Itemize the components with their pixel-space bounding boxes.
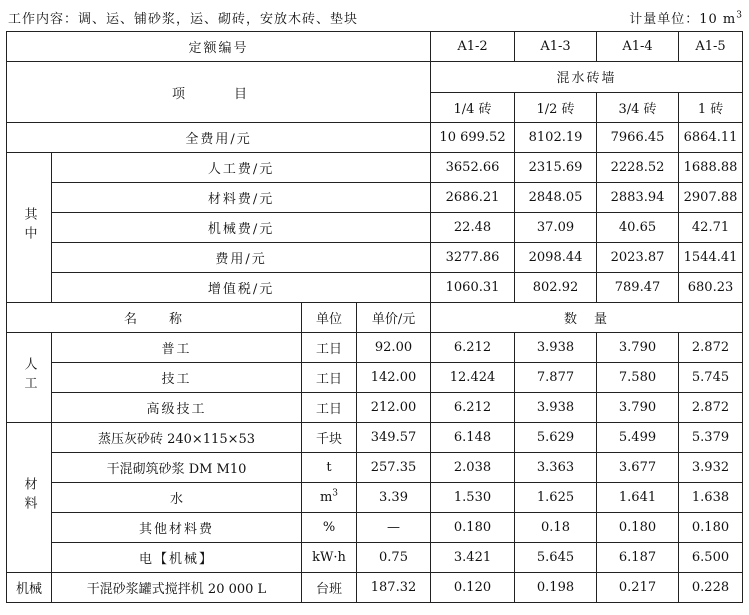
labor-group-text: 人工 — [21, 356, 37, 395]
resource-qty: 2.872 — [679, 333, 743, 363]
variant-cell: 3/4 砖 — [597, 92, 679, 123]
quantity-column-header: 数 量 — [431, 303, 743, 333]
resource-name: 高级技工 — [52, 393, 302, 423]
resource-name: 干混砂浆罐式搅拌机 20 000 L — [52, 573, 302, 603]
resource-qty: 5.499 — [597, 423, 679, 453]
resource-unit: % — [302, 513, 357, 543]
breakdown-label: 人工费/元 — [52, 153, 431, 183]
resource-qty: 3.677 — [597, 453, 679, 483]
breakdown-value: 40.65 — [597, 213, 679, 243]
material-group-text: 材料 — [21, 476, 37, 515]
breakdown-value: 2098.44 — [515, 243, 597, 273]
labor-row — [7, 393, 743, 423]
breakdown-label: 机械费/元 — [52, 213, 431, 243]
resource-price: 142.00 — [357, 363, 431, 393]
resource-qty: 5.379 — [679, 423, 743, 453]
resource-unit: 工日 — [302, 363, 357, 393]
material-row — [7, 483, 743, 513]
item-label: 项 目 — [7, 62, 431, 123]
resource-qty: 0.180 — [597, 513, 679, 543]
resource-qty: 6.212 — [431, 393, 515, 423]
resource-qty: 0.120 — [431, 573, 515, 603]
resource-unit: 工日 — [302, 393, 357, 423]
of-which-label — [7, 153, 52, 303]
labor-group-label — [7, 333, 52, 423]
breakdown-value: 22.48 — [431, 213, 515, 243]
work-content-text: 工作内容：调、运、铺砂浆，运、砌砖，安放木砖、垫块 — [8, 12, 359, 27]
breakdown-row — [7, 183, 743, 213]
resource-qty: 5.745 — [679, 363, 743, 393]
resource-qty: 0.198 — [515, 573, 597, 603]
resource-qty: 5.629 — [515, 423, 597, 453]
resource-unit: kW·h — [302, 543, 357, 573]
resource-qty: 0.180 — [679, 513, 743, 543]
material-group-label — [7, 423, 52, 573]
resource-unit: t — [302, 453, 357, 483]
page-header — [0, 0, 749, 30]
resource-qty: 12.424 — [431, 363, 515, 393]
resource-unit — [302, 483, 357, 513]
resource-qty: 0.228 — [679, 573, 743, 603]
resource-qty: 1.641 — [597, 483, 679, 513]
breakdown-value: 1060.31 — [431, 273, 515, 303]
machinery-group-label: 机械 — [7, 573, 52, 603]
total-value: 8102.19 — [515, 123, 597, 153]
code-cell: A1-2 — [431, 32, 515, 62]
total-value: 7966.45 — [597, 123, 679, 153]
resource-qty: 3.421 — [431, 543, 515, 573]
resource-price: — — [357, 513, 431, 543]
measurement-unit — [629, 8, 743, 27]
breakdown-value: 2883.94 — [597, 183, 679, 213]
material-row — [7, 453, 743, 483]
code-cell: A1-4 — [597, 32, 679, 62]
total-value: 6864.11 — [679, 123, 743, 153]
price-column-header: 单价/元 — [357, 303, 431, 333]
breakdown-value: 680.23 — [679, 273, 743, 303]
resource-unit: 工日 — [302, 333, 357, 363]
material-row — [7, 543, 743, 573]
group-row — [7, 62, 743, 93]
breakdown-value: 37.09 — [515, 213, 597, 243]
labor-row — [7, 363, 743, 393]
quota-table — [6, 31, 743, 603]
resource-name: 蒸压灰砂砖 240×115×53 — [52, 423, 302, 453]
resource-qty: 6.148 — [431, 423, 515, 453]
resource-price: 0.75 — [357, 543, 431, 573]
resource-price: 257.35 — [357, 453, 431, 483]
resource-name: 技工 — [52, 363, 302, 393]
variant-cell: 1/4 砖 — [431, 92, 515, 123]
resource-qty: 1.638 — [679, 483, 743, 513]
breakdown-value: 789.47 — [597, 273, 679, 303]
resource-unit-base: m — [319, 490, 333, 505]
breakdown-row — [7, 243, 743, 273]
resource-qty: 0.217 — [597, 573, 679, 603]
resource-qty: 3.938 — [515, 393, 597, 423]
breakdown-label: 费用/元 — [52, 243, 431, 273]
resource-price: 3.39 — [357, 483, 431, 513]
resource-unit: 千块 — [302, 423, 357, 453]
unit-column-header: 单位 — [302, 303, 357, 333]
code-row — [7, 32, 743, 62]
breakdown-label: 材料费/元 — [52, 183, 431, 213]
variant-cell: 1/2 砖 — [515, 92, 597, 123]
resource-qty: 6.187 — [597, 543, 679, 573]
material-row — [7, 423, 743, 453]
breakdown-value: 1688.88 — [679, 153, 743, 183]
resource-qty: 3.938 — [515, 333, 597, 363]
breakdown-value: 2848.05 — [515, 183, 597, 213]
resource-qty: 7.877 — [515, 363, 597, 393]
resource-qty: 6.212 — [431, 333, 515, 363]
resource-name: 干混砌筑砂浆 DM M10 — [52, 453, 302, 483]
name-column-header: 名 称 — [7, 303, 302, 333]
resource-qty: 0.180 — [431, 513, 515, 543]
breakdown-row — [7, 273, 743, 303]
resource-qty: 1.625 — [515, 483, 597, 513]
code-label: 定额编号 — [7, 32, 431, 62]
total-value: 10 699.52 — [431, 123, 515, 153]
breakdown-value: 1544.41 — [679, 243, 743, 273]
breakdown-value: 2907.88 — [679, 183, 743, 213]
breakdown-value: 42.71 — [679, 213, 743, 243]
resource-name: 电【机械】 — [52, 543, 302, 573]
breakdown-value: 2315.69 — [515, 153, 597, 183]
material-row — [7, 513, 743, 543]
resource-qty: 0.18 — [515, 513, 597, 543]
resource-name: 其他材料费 — [52, 513, 302, 543]
resource-qty: 3.363 — [515, 453, 597, 483]
resource-qty: 3.790 — [597, 333, 679, 363]
group-label: 混水砖墙 — [431, 62, 743, 93]
resource-price: 92.00 — [357, 333, 431, 363]
resource-qty: 2.038 — [431, 453, 515, 483]
breakdown-value: 2023.87 — [597, 243, 679, 273]
total-label: 全费用/元 — [7, 123, 431, 153]
variant-cell: 1 砖 — [679, 92, 743, 123]
resource-qty: 1.530 — [431, 483, 515, 513]
breakdown-value: 2228.52 — [597, 153, 679, 183]
breakdown-row — [7, 153, 743, 183]
breakdown-value: 3277.86 — [431, 243, 515, 273]
of-which-text: 其中 — [21, 206, 37, 245]
total-row — [7, 123, 743, 153]
breakdown-row — [7, 213, 743, 243]
measurement-unit-superscript: 3 — [736, 10, 743, 21]
code-cell: A1-3 — [515, 32, 597, 62]
machinery-row — [7, 573, 743, 603]
resource-price: 187.32 — [357, 573, 431, 603]
resource-unit-superscript: 3 — [332, 488, 339, 499]
resource-price: 212.00 — [357, 393, 431, 423]
resource-header-row — [7, 303, 743, 333]
resource-qty: 7.580 — [597, 363, 679, 393]
labor-row — [7, 333, 743, 363]
breakdown-value: 802.92 — [515, 273, 597, 303]
resource-qty: 3.932 — [679, 453, 743, 483]
resource-price: 349.57 — [357, 423, 431, 453]
breakdown-label: 增值税/元 — [52, 273, 431, 303]
resource-unit: 台班 — [302, 573, 357, 603]
resource-qty: 5.645 — [515, 543, 597, 573]
breakdown-value: 2686.21 — [431, 183, 515, 213]
resource-qty: 3.790 — [597, 393, 679, 423]
resource-name: 普工 — [52, 333, 302, 363]
measurement-unit-label: 计量单位：10 m — [629, 12, 737, 27]
resource-qty: 2.872 — [679, 393, 743, 423]
code-cell: A1-5 — [679, 32, 743, 62]
breakdown-value: 3652.66 — [431, 153, 515, 183]
resource-name: 水 — [52, 483, 302, 513]
resource-qty: 6.500 — [679, 543, 743, 573]
